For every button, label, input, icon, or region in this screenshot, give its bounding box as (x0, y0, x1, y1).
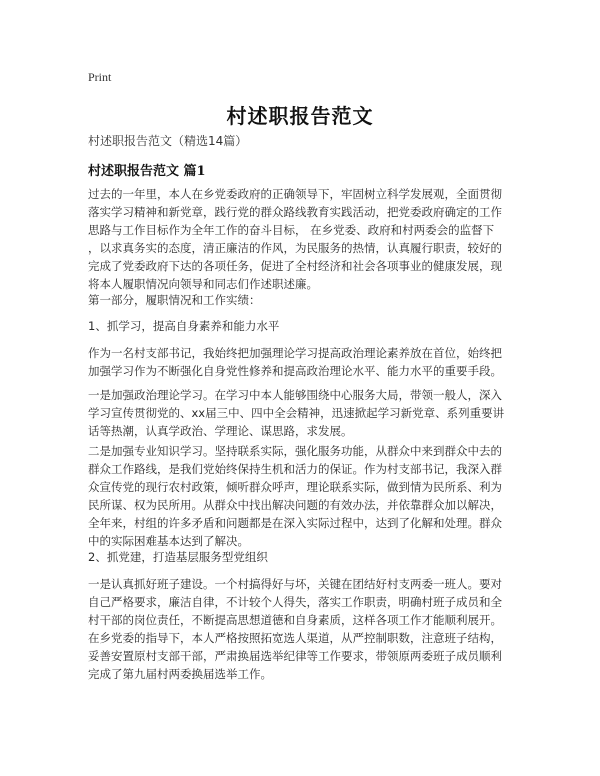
paragraph-line: 群众工作路线，是我们党始终保持生机和活力的保证。作为村支部书记，我深入群 (88, 462, 502, 476)
paragraph-line: 学习宣传贯彻党的、xx届三中、四中全会精神，迅速掀起学习新党章、系列重要讲 (88, 406, 505, 420)
paragraph-line: 中的实际困难基本达到了解决。 (88, 534, 249, 548)
paragraph-line: 全年来，村组的许多矛盾和问题都是在深入实际过程中，达到了化解和处理。群众 (88, 516, 502, 530)
paragraph-line: 话等热潮，认真学政治、学理论、谋思路，求发展。 (88, 424, 353, 438)
paragraph-line: 在乡党委的指导下，本人严格按照拓宽选人渠道，从严控制职数，注意班子结构， (88, 631, 502, 645)
article-subtitle: 村述职报告范文（精选14篇） (88, 134, 248, 148)
paragraph-line: 自己严格要求，廉洁自律，不计较个人得失，落实工作职责，明确村班子成员和全 (88, 595, 502, 609)
paragraph-line: 完成了第九届村两委换届选举工作。 (88, 667, 272, 681)
paragraph-team-building (88, 575, 522, 683)
paragraph-line: 过去的一年里，本人在乡党委政府的正确领导下，牢固树立科学发展观，全面贯彻 (88, 187, 502, 201)
subheading-study (88, 317, 522, 335)
paragraph-line: 加强学习作为不断强化自身党性修养和提高政治理论水平、能力水平的重要手段。 (88, 364, 502, 378)
paragraph-line: 1、抓学习，提高自身素养和能力水平 (88, 319, 280, 333)
paragraph-line: 二是加强专业知识学习。坚持联系实际，强化服务功能，从群众中来到群众中去的 (88, 444, 502, 458)
print-link[interactable]: Print (88, 70, 112, 84)
paragraph-study (88, 344, 522, 380)
paragraph-line: 民所谋、权为民所用。从群众中找出解决问题的有效办法，并依靠群众加以解决， (88, 498, 502, 512)
paragraph-line: 妥善安置原村支部干部，严肃换届选举纪律等工作要求，带领原两委班子成员顺利 (88, 649, 502, 663)
paragraph-line: 作为一名村支部书记，我始终把加强理论学习提高政治理论素养放在首位，始终把 (88, 346, 502, 360)
paragraph-line: 众宣传党的现行农村政策，倾听群众呼声，理论联系实际，做到情为民所系、利为 (88, 480, 502, 494)
paragraph-line: 村干部的岗位责任，不断提高思想道德和自身素质，这样各项工作才能顺利展开。 (88, 613, 502, 627)
paragraph-intro (88, 185, 522, 293)
section-heading: 村述职报告范文 篇1 (88, 164, 206, 179)
paragraph-professional-study (88, 442, 522, 550)
paragraph-political-study (88, 386, 522, 440)
paragraph-line: 落实学习精神和新党章，践行党的群众路线教育实践活动，把党委政府确定的工作 (88, 205, 502, 219)
paragraph-line: ，以求真务实的态度，清正廉洁的作风，为民服务的热情，认真履行职责，较好的 (88, 241, 502, 255)
paragraph-line: 一是认真抓好班子建设。一个村搞得好与坏，关键在团结好村支两委一班人。要对 (88, 577, 502, 591)
subheading-party-building (88, 548, 522, 566)
paragraph-line: 将本人履职情况向领导和同志们作述职述廉。 (88, 277, 318, 291)
paragraph-line: 2、抓党建，打造基层服务型党组织 (88, 550, 268, 564)
paragraph-line: 完成了党委政府下达的各项任务，促进了全村经济和社会各项事业的健康发展，现 (88, 259, 502, 273)
page-title: 村述职报告范文 (226, 104, 374, 128)
paragraph-line: 一是加强政治理论学习。在学习中本人能够围绕中心服务大局，带领一般人，深入 (88, 388, 502, 402)
paragraph-line: 思路与工作目标作为全年工作的奋斗目标， 在乡党委、政府和村两委会的监督下 (88, 223, 495, 237)
paragraph-line: 第一部分，履职情况和工作实绩： (88, 293, 261, 307)
part-one-heading (88, 291, 522, 309)
